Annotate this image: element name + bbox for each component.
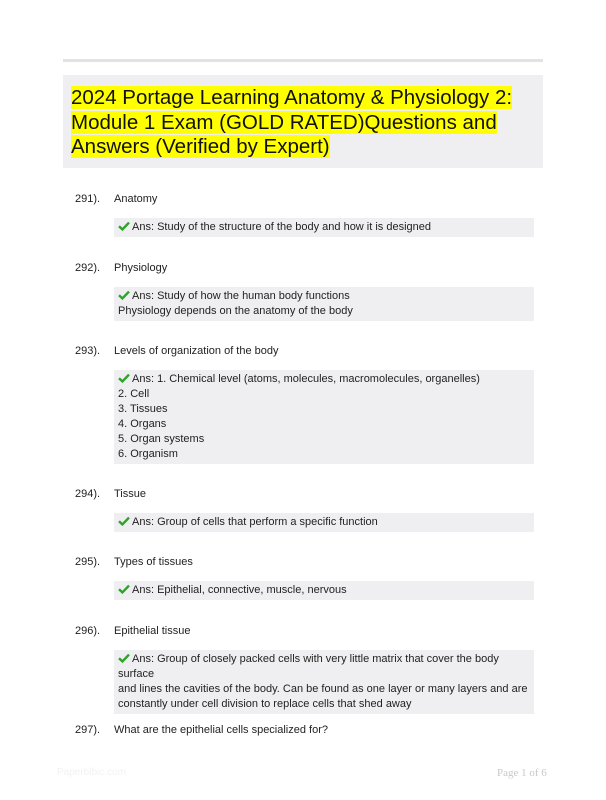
- document-title: 2024 Portage Learning Anatomy & Physiology 2: Module 1 Exam (GOLD RATED)Questions and Answers (Verified by Expert): [71, 86, 513, 158]
- answer-text: 6. Organism: [118, 448, 178, 460]
- answer-line: [118, 583, 530, 598]
- question-text: Epithelial tissue: [114, 625, 191, 637]
- checkmark-icon: [118, 221, 130, 231]
- checkmark-icon: [118, 516, 130, 526]
- answer-line: [118, 304, 530, 319]
- title-box: [63, 75, 543, 168]
- answer-text: Ans: 1. Chemical level (atoms, molecules, macromolecules, organelles): [132, 373, 480, 385]
- answer-text: 4. Organs: [118, 418, 167, 430]
- answer-text: 5. Organ systems: [118, 433, 205, 445]
- answer-line: [118, 220, 530, 235]
- answer-line: [118, 682, 530, 697]
- answer-box: [114, 218, 534, 237]
- top-rule: [63, 59, 543, 62]
- question-number: 295).: [75, 556, 101, 568]
- question-number: 291).: [75, 193, 101, 205]
- answer-line: [118, 372, 530, 387]
- question-number: 292).: [75, 262, 101, 274]
- answer-text: 2. Cell: [118, 388, 150, 400]
- question-text: Levels of organization of the body: [114, 345, 279, 357]
- question-text: Types of tissues: [114, 556, 193, 568]
- answer-text: Ans: Epithelial, connective, muscle, nervous: [132, 584, 347, 596]
- answer-box: [114, 370, 534, 464]
- checkmark-icon: [118, 584, 130, 594]
- question-text: What are the epithelial cells specialized for?: [114, 724, 329, 736]
- question-text: Physiology: [114, 262, 168, 274]
- answer-text: 3. Tissues: [118, 403, 168, 415]
- checkmark-icon: [118, 290, 130, 300]
- question-number: 293).: [75, 345, 101, 357]
- answer-text: Physiology depends on the anatomy of the body: [118, 305, 353, 317]
- answer-line: [118, 515, 530, 530]
- page-number: Page 1 of 6: [497, 767, 547, 779]
- question-text: Anatomy: [114, 193, 158, 205]
- answer-text: Ans: Study of the structure of the body and how it is designed: [132, 221, 432, 233]
- answer-line: [118, 387, 530, 402]
- answer-line: [118, 697, 530, 712]
- checkmark-icon: [118, 653, 130, 663]
- answer-box: [114, 650, 534, 714]
- answer-box: [114, 513, 534, 532]
- answer-box: [114, 581, 534, 600]
- answer-text: Ans: Study of how the human body functions: [132, 290, 350, 302]
- answer-line: [118, 447, 530, 462]
- question-number: 294).: [75, 488, 101, 500]
- checkmark-icon: [118, 373, 130, 383]
- answer-text: Ans: Group of closely packed cells with very little matrix that cover the body surface: [118, 653, 499, 680]
- question-number: 297).: [75, 724, 101, 736]
- answer-text: Ans: Group of cells that perform a specific function: [132, 516, 378, 528]
- answer-line: [118, 432, 530, 447]
- answer-line: [118, 289, 530, 304]
- answer-text: constantly under cell division to replace cells that shed away: [118, 698, 412, 710]
- answer-text: and lines the cavities of the body. Can be found as one layer or many layers and are: [118, 683, 528, 695]
- question-text: Tissue: [114, 488, 146, 500]
- question-number: 296).: [75, 625, 101, 637]
- answer-line: [118, 652, 530, 682]
- answer-line: [118, 402, 530, 417]
- answer-line: [118, 417, 530, 432]
- answer-box: [114, 287, 534, 321]
- footer-watermark: Paperblbic.com: [57, 767, 126, 778]
